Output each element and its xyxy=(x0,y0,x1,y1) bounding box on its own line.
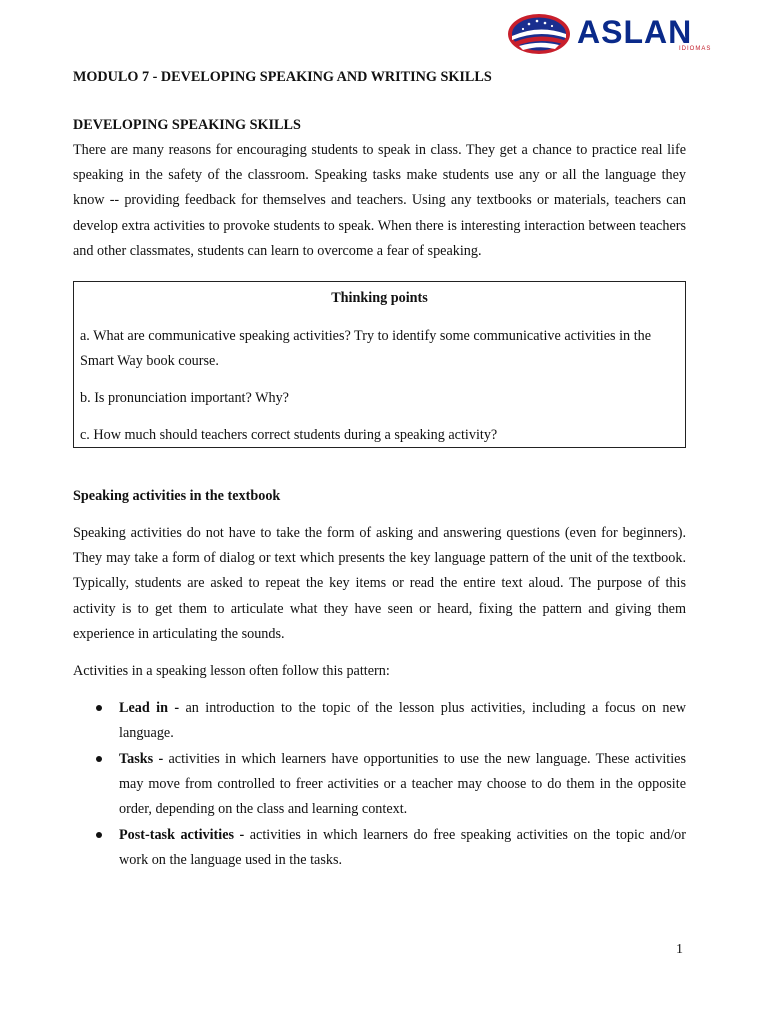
logo-subtext: IDIOMAS xyxy=(679,46,712,52)
bullet-term: Lead in - xyxy=(119,700,180,717)
subsection-title: Speaking activities in the textbook xyxy=(73,488,281,505)
activity-pattern-list xyxy=(73,696,686,873)
thinking-points-title: Thinking points xyxy=(331,290,428,307)
intro-paragraph: There are many reasons for encouraging students to speak in class. They get a chance to practice real life speaking in the safety of the classroom. Speaking tasks make students use any or all the language they know -- providing feedback for themselves and teachers. Using any textbooks or materials, teachers can develop extra activities to provoke students to speak. When there is interesting interaction between teachers and other classmates, students can learn to overcome a fear of speaking. xyxy=(73,142,686,259)
thinking-question: a. What are communicative speaking activities? Try to identify some communicative activities in the Smart Way book course. xyxy=(80,328,652,370)
bullet-text: activities in which learners do free speaking activities on the topic and/or work on the language used in the tasks. xyxy=(119,827,686,869)
thinking-points-box xyxy=(73,281,686,448)
thinking-question: b. Is pronunciation important? Why? xyxy=(80,390,289,407)
document-title: MODULO 7 - DEVELOPING SPEAKING AND WRITING SKILLS xyxy=(73,69,492,85)
section-title: DEVELOPING SPEAKING SKILLS xyxy=(73,117,301,133)
aslan-globe-icon xyxy=(507,12,571,56)
bullet-term: Tasks - xyxy=(119,751,164,768)
list-item xyxy=(73,696,686,746)
pattern-intro: Activities in a speaking lesson often follow this pattern: xyxy=(73,663,390,680)
bullet-term: Post-task activities - xyxy=(119,827,245,844)
list-item xyxy=(73,747,686,822)
thinking-question: c. How much should teachers correct students during a speaking activity? xyxy=(80,427,498,444)
bullet-text: an introduction to the topic of the lesson plus activities, including a focus on new language. xyxy=(119,700,686,742)
page-number: 1 xyxy=(676,942,683,957)
subsection-paragraph: Speaking activities do not have to take the form of asking and answering questions (even for beginners). They may take a form of dialog or text which presents the key language pattern of the unit of the textbook. Typically, students are asked to repeat the key items or read the entire text aloud. The purpose of this activity is to get them to articulate what they have seen or heard, fixing the pattern and giving them experience in articulating the sounds. xyxy=(73,525,686,642)
aslan-logo xyxy=(507,12,725,56)
bullet-text: activities in which learners have opportunities to use the new language. These activities may move from controlled to freer activities or a teacher may choose to do them in the opposite order, depending on the class and learning context. xyxy=(119,751,686,818)
list-item xyxy=(73,823,686,873)
document-body xyxy=(73,66,686,874)
logo-wordmark: ASLAN xyxy=(577,14,693,50)
